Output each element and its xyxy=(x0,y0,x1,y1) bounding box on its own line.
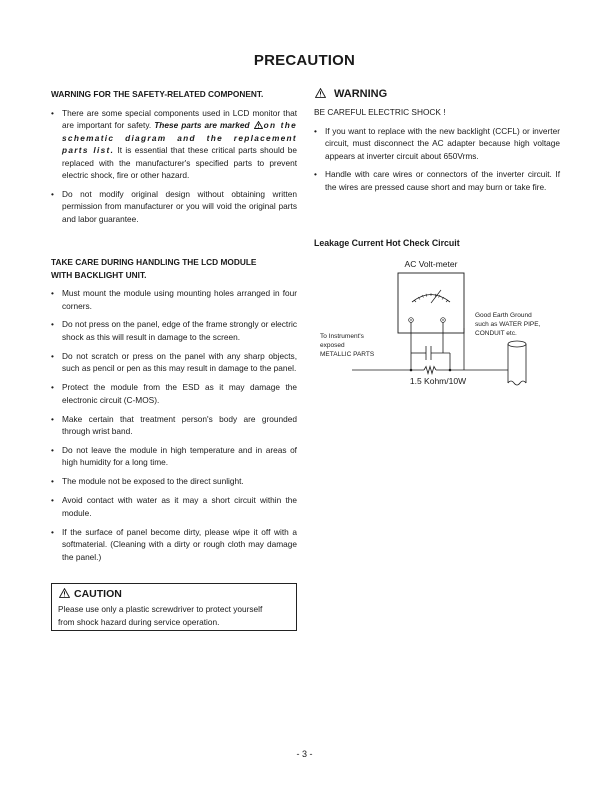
page-number: - 3 - xyxy=(296,749,313,759)
list-item: • Protect the module from the ESD as it may damage the electronic circuit (C-MOS). xyxy=(51,381,297,406)
warning-list xyxy=(314,125,560,194)
safety-item1-b: It is essential that these critical parts should be replaced with the manufacturer's specified parts to prevent electric shock, fire or other hazard. xyxy=(62,145,298,180)
list-item: • Do not leave the module in high temperature and in areas of high humidity for a long time. xyxy=(51,444,297,469)
list-item: • Do not scratch or press on the panel with any sharp objects, such as pencil or pen as this may result in damage to the panel. xyxy=(51,350,297,375)
caution-text-line1: Please use only a plastic screwdriver to protect yourself xyxy=(58,604,263,614)
resistor-label: 1.5 Kohm/10W xyxy=(409,376,467,386)
warning-title-row xyxy=(314,84,560,102)
safety-heading: WARNING FOR THE SAFETY-RELATED COMPONENT. xyxy=(51,89,264,99)
leakage-circuit-diagram xyxy=(314,256,564,396)
warning-triangle-icon xyxy=(315,88,326,98)
list-item: • The module not be exposed to the direct sunlight. xyxy=(51,475,297,488)
list-item: • Make certain that treatment person's body are grounded through wrist band. xyxy=(51,413,297,438)
list-item: • Avoid contact with water as it may a short circuit within the module. xyxy=(51,494,297,519)
warning-section xyxy=(314,84,560,200)
page-title: PRECAUTION xyxy=(253,52,356,69)
handling-list xyxy=(51,287,297,563)
ground-pipe xyxy=(508,341,526,385)
caution-triangle-icon xyxy=(59,588,70,598)
warning-title: WARNING xyxy=(334,88,388,100)
meter-label: AC Volt-meter xyxy=(404,259,458,269)
caution-title-row xyxy=(58,588,290,601)
safety-list xyxy=(51,107,297,226)
caution-text xyxy=(58,603,290,628)
circuit-heading: Leakage Current Hot Check Circuit xyxy=(314,238,460,248)
handling-heading-line1: TAKE CARE DURING HANDLING THE LCD MODULE xyxy=(51,257,257,267)
caution-box xyxy=(51,583,297,631)
handling-section xyxy=(51,256,297,570)
list-item: • If you want to replace with the new backlight (CCFL) or inverter circuit, must disconnect the AC adapter because high voltage appears at inverter circuit about 650Vrms. xyxy=(314,125,560,163)
warning-subtitle: BE CAREFUL ELECTRIC SHOCK ! xyxy=(314,107,446,117)
list-item xyxy=(51,107,297,182)
handling-heading-line2: WITH BACKLIGHT UNIT. xyxy=(51,269,147,280)
right-label: Good Earth Ground such as WATER PIPE, CONDUIT etc. xyxy=(475,312,541,337)
list-item: • Must mount the module using mounting holes arranged in four corners. xyxy=(51,287,297,312)
caution-title: CAUTION xyxy=(74,588,122,600)
circuit-heading-wrap xyxy=(314,238,560,248)
list-item: • If the surface of panel become dirty, please wipe it off with a softmaterial. (Cleaning with a dirty or rough cloth may damage the panel.) xyxy=(51,526,297,564)
left-label: To Instrument's exposed METALLIC PARTS xyxy=(320,333,375,358)
warning-triangle-icon xyxy=(254,121,263,129)
safety-item1-emph1: These parts are marked xyxy=(154,120,250,130)
resistor-symbol xyxy=(424,367,436,374)
list-item: • Do not modify original design without obtaining written permission from manufacturer or you will void the original parts and labor guarantee. xyxy=(51,188,297,226)
list-item: • Handle with care wires or connectors of the inverter circuit. If the wires are pressed cause short and may burn or take fire. xyxy=(314,168,560,193)
caution-text-line2: from shock hazard during service operation. xyxy=(58,616,220,627)
safety-section xyxy=(51,88,297,232)
list-item: • Do not press on the panel, edge of the frame strongly or electric shock as this will result in damage to the screen. xyxy=(51,318,297,343)
safety-item1-a: There are some special components used in LCD monitor that are important for safety. xyxy=(62,107,297,130)
meter-needle xyxy=(431,290,441,303)
safety-item1-emph2: on the schematic diagram and the replacement parts list. xyxy=(62,120,297,155)
